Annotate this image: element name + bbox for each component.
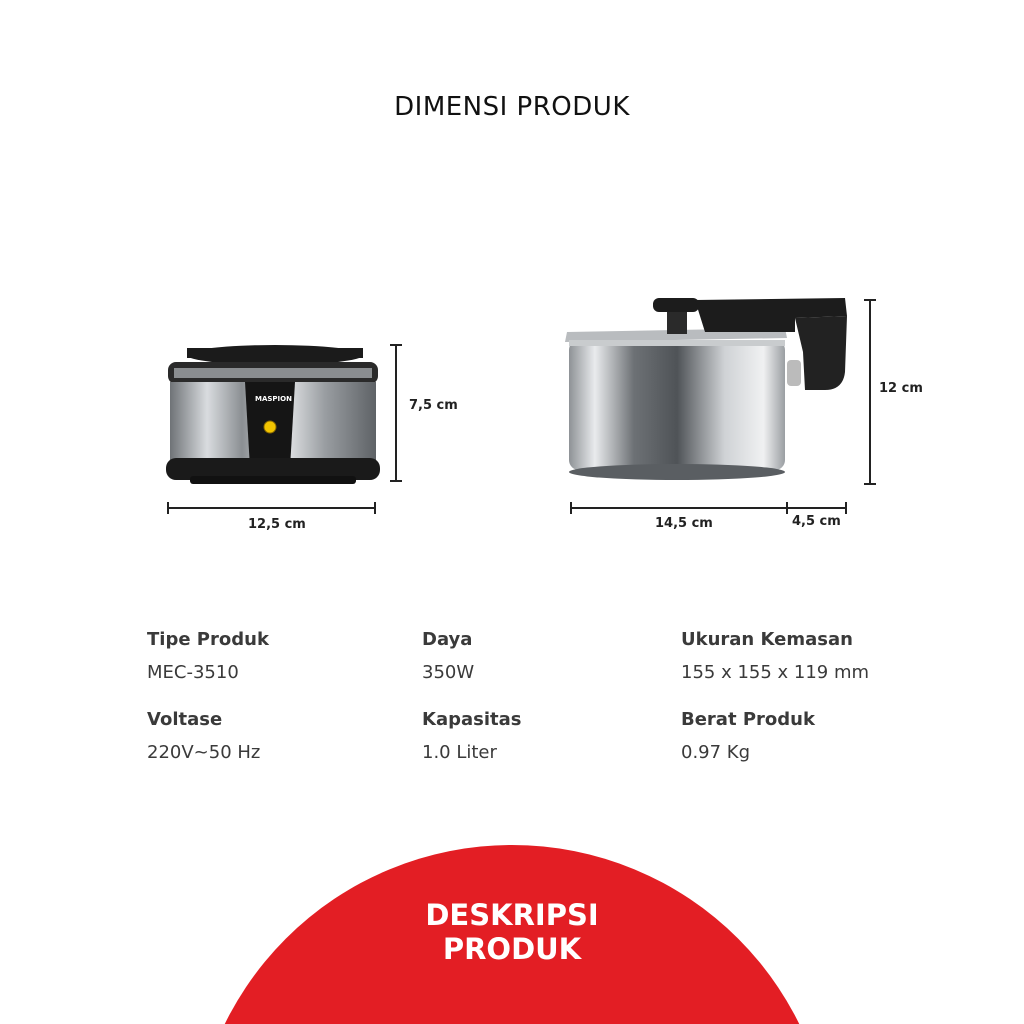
- page-title: DIMENSI PRODUK: [394, 92, 630, 122]
- base-width-label: 12,5 cm: [248, 517, 306, 532]
- handle-width-label: 4,5 cm: [792, 514, 841, 529]
- spec-value: 350W: [422, 662, 475, 683]
- spec-value: 155 x 155 x 119 mm: [681, 662, 870, 683]
- spec-value: MEC-3510: [147, 662, 239, 683]
- spec-value: 220V~50 Hz: [147, 742, 261, 763]
- spec-value: 1.0 Liter: [422, 742, 497, 763]
- spec-label: Ukuran Kemasan: [681, 629, 853, 650]
- pot-height-label: 12 cm: [879, 381, 923, 396]
- description-heading-line2: PRODUK: [442, 932, 582, 966]
- spec-label: Berat Produk: [681, 709, 815, 730]
- brand-logo: MASPION: [255, 395, 292, 403]
- spec-label: Voltase: [147, 709, 223, 730]
- spec-label: Daya: [422, 629, 473, 650]
- pot-width-label: 14,5 cm: [655, 516, 713, 531]
- description-heading[interactable]: [0, 898, 1024, 966]
- spec-label: Tipe Produk: [147, 629, 269, 650]
- base-height-label: 7,5 cm: [409, 398, 458, 413]
- spec-value: 0.97 Kg: [681, 742, 751, 763]
- description-heading-line1: DESKRIPSI: [425, 898, 599, 932]
- spec-label: Kapasitas: [422, 709, 522, 730]
